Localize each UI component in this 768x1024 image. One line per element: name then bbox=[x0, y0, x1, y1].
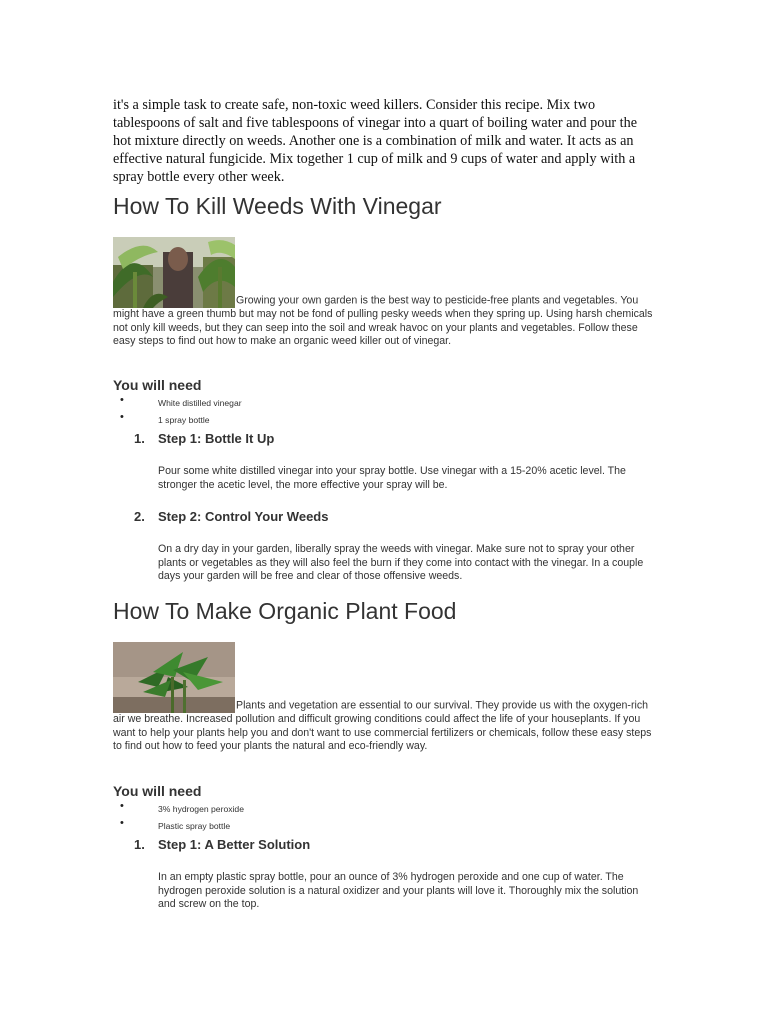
section1-step1-text: Pour some white distilled vinegar into your spray bottle. Use vinegar with a 15-20% acetic level. The stronger the acetic level, the more effective your spray will be. bbox=[158, 465, 626, 491]
bullet-icon: • bbox=[120, 800, 124, 812]
section2-heading: How To Make Organic Plant Food bbox=[113, 598, 457, 624]
bullet-icon: • bbox=[120, 394, 124, 406]
section1-step1-title: 1. Step 1: Bottle It Up bbox=[134, 431, 275, 446]
section2-need-heading: You will need bbox=[113, 783, 202, 799]
garden-photo-icon bbox=[113, 237, 235, 308]
section1-step2-text: On a dry day in your garden, liberally spray the weeds with vinegar. Make sure not to spray your other plants or vegetables as they will also feel the burn if they come into contact with the vinegar. In a couple days your garden will be free and clear of those offensive weeds. bbox=[158, 543, 644, 582]
plant-photo-icon bbox=[113, 642, 235, 713]
bullet-icon: • bbox=[120, 411, 124, 423]
section1-need-heading: You will need bbox=[113, 377, 202, 393]
section2-paragraph-block bbox=[113, 642, 658, 754]
section1-step2-title: 2. Step 2: Control Your Weeds bbox=[134, 509, 329, 524]
section2-paragraph: Plants and vegetation are essential to our survival. They provide us with the oxygen-rich air we breathe. Increased pollution and difficult growing conditions could affect the life of your houseplants. If you want to help your plants help you and don't want to use commercial fertilizers or chemicals, follow these easy steps to find out how to feed your plants the natural and eco-friendly way. bbox=[113, 699, 652, 752]
section1-heading: How To Kill Weeds With Vinegar bbox=[113, 193, 442, 219]
section1-paragraph: Growing your own garden is the best way to pesticide-free plants and vegetables. You might have a green thumb but may not be fond of pulling pesky weeds when they spring up. Using harsh chemicals not only kill weeds, but they can seep into the soil and wreak havoc on your plants and vegetables. Follow these easy steps to find out how to make an organic weed killer out of vinegar. bbox=[113, 294, 653, 347]
section2-step1-text: In an empty plastic spray bottle, pour an ounce of 3% hydrogen peroxide and one cup of water. The hydrogen peroxide solution is a natural oxidizer and your plants will love it. Thoroughly mix the solution and screw on the top. bbox=[158, 871, 639, 910]
section2-step1-title: 1. Step 1: A Better Solution bbox=[134, 837, 311, 852]
bullet-icon: • bbox=[120, 817, 124, 829]
section1-paragraph-block bbox=[113, 237, 658, 349]
intro-paragraph: it's a simple task to create safe, non-toxic weed killers. Consider this recipe. Mix two tablespoons of salt and five tablespoons of vinegar into a quart of boiling water and pour the hot mixture directly on weeds. Another one is a combination of milk and water. It acts as an effective natural fungicide. Mix together 1 cup of milk and 9 cups of water and apply with a spray bottle every other week. bbox=[113, 97, 638, 185]
